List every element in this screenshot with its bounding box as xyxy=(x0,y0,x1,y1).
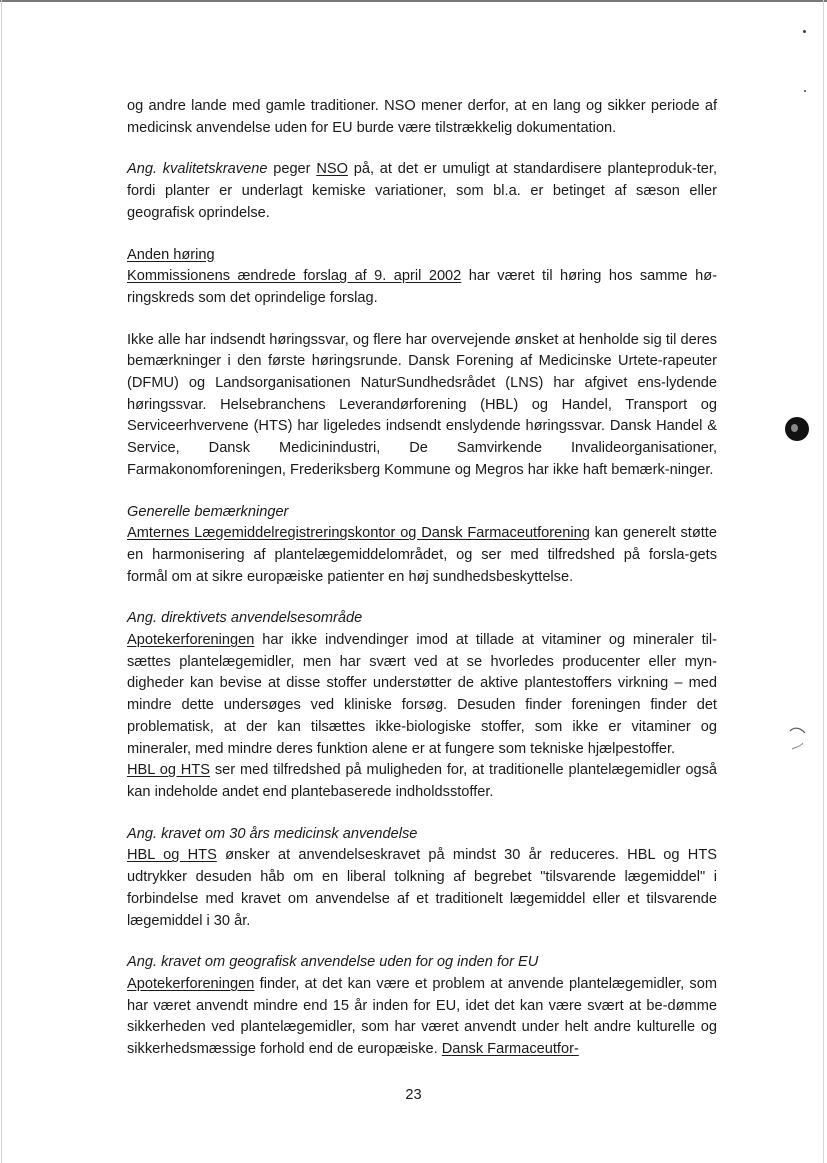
scan-smudge xyxy=(788,725,808,753)
paragraph-30-years xyxy=(127,845,717,932)
paragraph-general xyxy=(127,523,717,588)
organisation-name: Amternes Lægemiddelregistreringskontor og Dansk Farmaceutforening xyxy=(127,525,590,542)
document-reference: Kommissionens ændrede forslag af 9. april 2002 xyxy=(127,268,462,285)
section-heading-anden-horing: Anden høring xyxy=(127,246,215,263)
paragraph-responses: Ikke alle har indsendt høringssvar, og flere har overvejende ønsket at henholde sig til deres bemærkninger i den første høringsrunde. Dansk Forening af Medicinske Urtete-rapeuter (DFMU) og Landsorganisationen NaturSundhedsrådet (LNS) har afgivet ens-lydende høringssvar. Helsebranchens Leverandørforening (HBL) og Handel, Transport og Serviceerhvervene (HTS) har ligeledes indsendt enslydende høringssvar. Dansk Handel & Service, Dansk Medicinindustri, De Samvirkende Invalideorganisationer, Farmakonomforeningen, Frederiksberg Kommune og Megros har ikke haft bemærk-ninger. xyxy=(127,331,717,478)
paragraph-geographic xyxy=(127,974,717,1061)
paragraph: og andre lande med gamle traditioner. NSO mener derfor, at en lang og sikker periode af medicinsk anvendelse uden for EU burde være tilstrækkelig dokumentation. xyxy=(127,98,717,136)
section-heading-30-years: Ang. kravet om 30 års medicinsk anvendelse xyxy=(127,825,418,842)
inline-heading: Ang. kvalitetskravene xyxy=(127,161,268,178)
section-heading-scope: Ang. direktivets anvendelsesområde xyxy=(127,610,363,627)
page-number: 23 xyxy=(405,1087,422,1103)
paragraph-text: har ikke indvendinger imod at tillade at vitaminer og mineraler til-sættes plantelægemidler, men har svært ved at se hvorledes producenter eller myn-digheder kan bevise at disse stoffer understøtter de aktive plantestoffers virkning – med mindre dette undersøges ved kliniske forsøg. Desuden finder foreningen finder det problematisk, at der kan tilsættes ikke-biologiske stoffer, som ikke er vitaminer og mineraler, med mindre deres funktion alene er at fungere som tekniske hjælpestoffer. xyxy=(127,632,717,757)
organisation-name: Apotekerforeningen xyxy=(127,975,255,992)
scan-speck xyxy=(803,30,806,33)
scan-right-edge xyxy=(823,0,824,1163)
paragraph-hbl-hts-scope xyxy=(127,760,717,803)
paragraph-text: ønsker at anvendelseskravet på mindst 30 år reduceres. HBL og HTS udtrykker desuden håb om en liberal tolkning af begrebet "tilsvarende lægemiddel" i forbindelse med kravet om anvendelse af et traditionelt lægemiddel eller et tilsvarende lægemiddel i 30 år. xyxy=(127,847,717,929)
punch-hole-highlight xyxy=(791,424,798,432)
organisation-name: Apotekerforeningen xyxy=(127,632,255,649)
page-body xyxy=(127,96,717,1061)
paragraph-quality-requirements xyxy=(127,159,717,224)
section-heading-geographic: Ang. kravet om geografisk anvendelse uden for og inden for EU xyxy=(127,954,539,971)
scan-left-edge xyxy=(1,0,2,1163)
scan-top-border xyxy=(0,0,827,2)
paragraph-text: på, at det er umuligt at standardisere planteproduk-ter, fordi planter er underlagt kemiske variationer, som bl.a. er betinget af sæson eller geografisk oprindelse. xyxy=(127,161,717,221)
section-heading-general-remarks: Generelle bemærkninger xyxy=(127,503,289,520)
organisation-name: HBL og HTS xyxy=(127,762,210,779)
paragraph-apotekerforeningen-scope xyxy=(127,630,717,760)
paragraph-text: peger xyxy=(267,161,317,178)
paragraph-text: kan generelt støtte en harmonisering af plantelægemiddelområdet, og ser med tilfredshed på forsla-gets formål om at sikre europæiske patienter en høj sundhedsbeskyttelse. xyxy=(127,525,717,585)
paragraph-text: finder, at det kan være et problem at anvende plantelægemidler, som har været anvendt mindre end 15 år inden for EU, idet det kan være svært at be-dømme sikkerheden ved plantelægemidler, som har været anvendt under helt andre kulturelle og sikkerhedsmæssige forhold end de europæiske. xyxy=(127,975,717,1058)
paragraph-text: har været til høring hos samme hø-ringskreds som det oprindelige forslag. xyxy=(127,268,717,306)
organisation-name: HBL og HTS xyxy=(127,847,217,864)
scan-speck xyxy=(804,90,806,92)
organisation-name: Dansk Farmaceutfor- xyxy=(441,1041,579,1058)
organisation-name: NSO xyxy=(316,161,348,178)
paragraph-text: ser med tilfredshed på muligheden for, at traditionelle plantelægemidler også kan indeholde andet end plantebaserede indholdsstoffer. xyxy=(127,762,717,800)
paragraph-amended-proposal xyxy=(127,266,717,309)
